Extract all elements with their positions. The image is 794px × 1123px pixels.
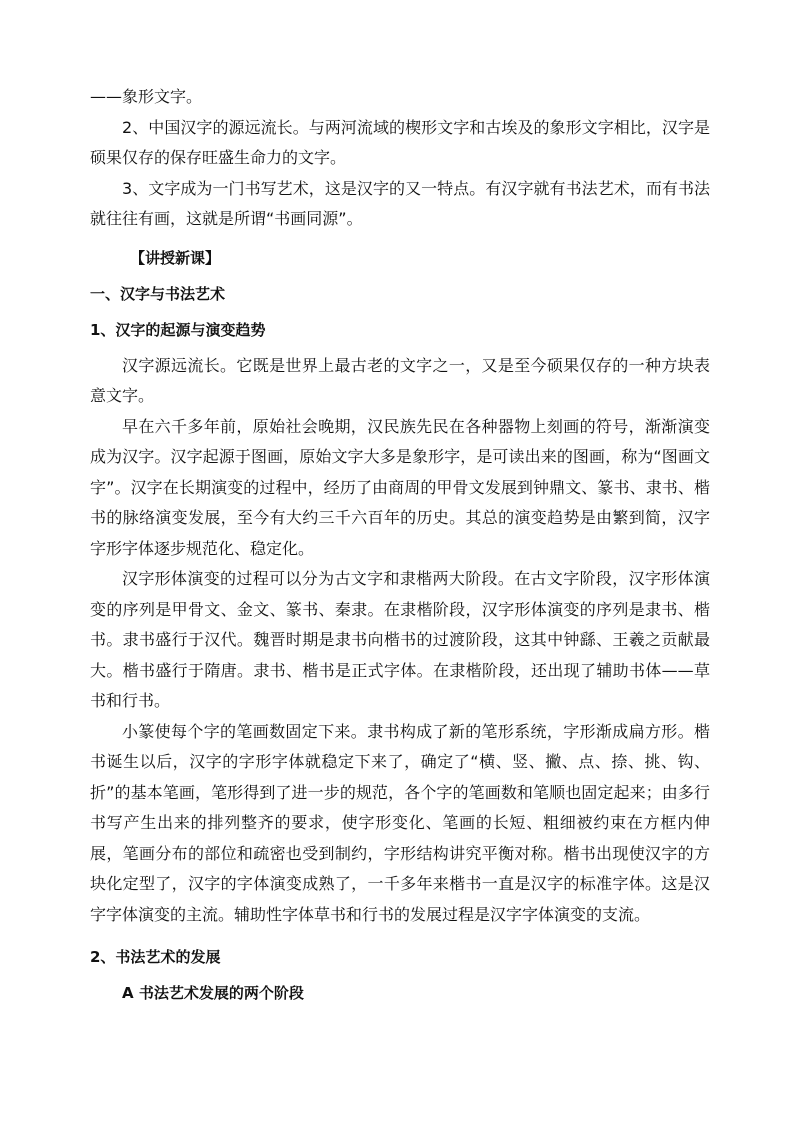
paragraph-stroke-system: 小篆使每个字的笔画数固定下来。隶书构成了新的笔形系统，字形渐成扁方形。楷书诞生以后，汉字的字形字体就稳定下来了，确定了“横、竖、撇、点、捺、挑、钩、折”的基本笔画，笔形得到了进一步的规范，各个字的笔画数和笔顺也固定起来；由多行书写产生出来的排列整齐的要求，使字形变化、笔画的长短、粗细被约束在方框内伸展，笔画分布的部位和疏密也受到制约，字形结构讲究平衡对称。楷书出现使汉字的方块化定型了，汉字的字体演变成熟了，一千多年来楷书一直是汉字的标准字体。这是汉字字体演变的主流。辅助性字体草书和行书的发展过程是汉字字体演变的支流。 <box>90 721 710 924</box>
lecture-heading: 【讲授新课】 <box>130 248 221 267</box>
subsection-heading-calligraphy: 2、书法艺术的发展 <box>90 948 221 966</box>
paragraph-evolution-stages: 汉字形体演变的过程可以分为古文字和隶楷两大阶段。在古文字阶段，汉字形体演变的序列是甲骨文、金文、篆书、秦隶。在隶楷阶段，汉字形体演变的序列是隶书、楷书。隶书盛行于汉代。魏晋时期是隶书向楷书的过渡阶段，这其中钟繇、王羲之贡献最大。楷书盛行于隋唐。隶书、楷书是正式字体。在隶楷阶段，还出现了辅助书体——草书和行书。 <box>90 569 710 710</box>
subsection-heading-origin: 1、汉字的起源与演变趋势 <box>90 320 266 339</box>
subsection-heading-two-stages: A 书法艺术发展的两个阶段 <box>122 984 304 1002</box>
paragraph-continuation: ——象形文字。 <box>90 87 203 106</box>
paragraph-point-2: 2、中国汉字的源远流长。与两河流域的楔形文字和古埃及的象形文字相比，汉字是硕果仅存的保存旺盛生命力的文字。 <box>90 117 710 167</box>
paragraph-origin-history: 早在六千多年前，原始社会晚期，汉民族先民在各种器物上刻画的符号，渐渐演变成为汉字。汉字起源于图画，原始文字大多是象形字，是可读出来的图画，称为“图画文字”。汉字在长期演变的过程中，经历了由商周的甲骨文发展到钟鼎文、篆书、隶书、楷书的脉络演变发展，至今有大约三千六百年的历史。其总的演变趋势是由繁到简，汉字字形字体逐步规范化、稳定化。 <box>90 416 710 558</box>
paragraph-point-3: 3、文字成为一门书写艺术，这是汉字的又一特点。有汉字就有书法艺术，而有书法就往往有画，这就是所谓“书画同源”。 <box>90 178 710 228</box>
paragraph-origin-intro: 汉字源远流长。它既是世界上最古老的文字之一，又是至今硕果仅存的一种方块表意文字。 <box>90 355 710 405</box>
section-heading-one: 一、汉字与书法艺术 <box>90 284 226 303</box>
document-page <box>90 82 710 1004</box>
